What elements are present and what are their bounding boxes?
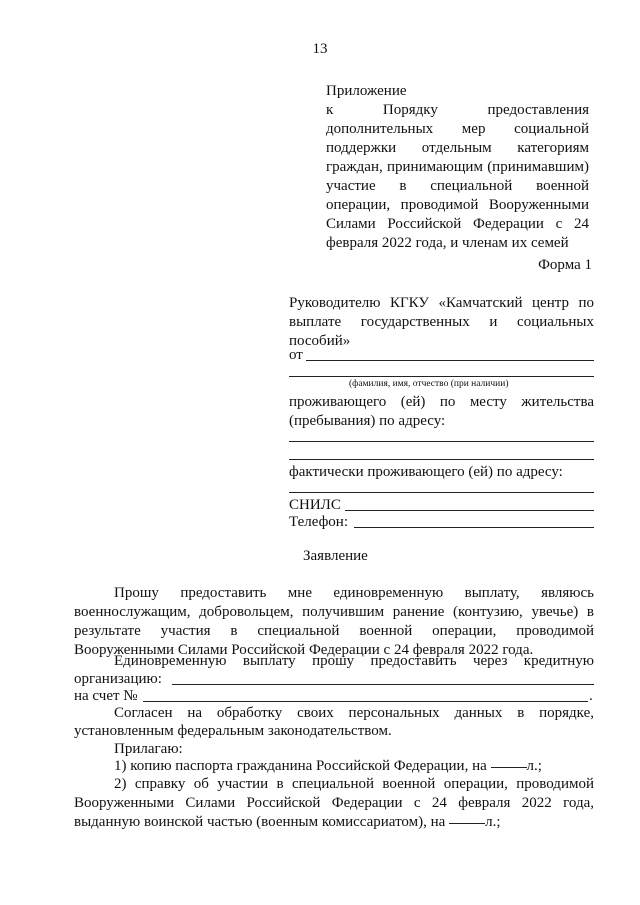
account-field-line[interactable] xyxy=(143,701,588,702)
actual-address-label: фактически проживающего (ей) по адресу: xyxy=(289,464,563,480)
paragraph-line: Прошу предоставить мне единовременную выплату, являюсь xyxy=(114,585,594,601)
paragraph-line: Согласен на обработку своих персональных данных в порядке, xyxy=(114,705,594,721)
page-number: 13 xyxy=(312,41,328,57)
paragraph-request xyxy=(74,584,594,660)
snils-field-line[interactable] xyxy=(345,510,594,511)
paragraph-line: Единовременную выплату прошу предоставить через кредитную xyxy=(114,653,594,669)
appendix-line: дополнительных мер социальной xyxy=(326,121,589,137)
account-label: на счет № xyxy=(74,688,138,704)
residence-address-line[interactable] xyxy=(289,441,594,442)
fio-field-line[interactable] xyxy=(289,376,594,377)
addressee-line: Руководителю КГКУ «Камчатский центр по xyxy=(289,295,594,311)
org-field-line[interactable] xyxy=(172,684,594,685)
appendix-line: граждан, принимающим (принимавшим) xyxy=(326,159,589,175)
appendix-line: Силами Российской Федерации с 24 xyxy=(326,216,589,232)
attach-label: Прилагаю: xyxy=(114,741,183,757)
appendix-line: февраля 2022 года, и членам их семей xyxy=(326,235,569,251)
residence-address-line[interactable] xyxy=(289,459,594,460)
addressee-block xyxy=(289,294,594,351)
attachment-end: л.; xyxy=(526,758,542,774)
paragraph-line: Вооруженными Силами Российской Федерации с 24 февраля 2022 года. xyxy=(74,642,534,658)
appendix-line: операции, проводимой Вооруженными xyxy=(326,197,589,213)
residence-line: (пребывания) по адресу: xyxy=(289,413,446,429)
phone-label: Телефон: xyxy=(289,514,348,530)
addressee-line: выплате государственных и социальных xyxy=(289,314,594,330)
fio-hint: (фамилия, имя, отчество (при наличии) xyxy=(349,379,509,389)
org-label: организацию: xyxy=(74,671,162,687)
appendix-line: к Порядку предоставления xyxy=(326,102,589,118)
paragraph-line: установленным федеральным законодательством. xyxy=(74,723,392,739)
pages-count-field[interactable] xyxy=(491,767,527,768)
addressee-line: пособий» xyxy=(289,333,351,349)
paragraph-line: Вооруженными Силами Российской Федерации с 24 февраля 2022 года, xyxy=(74,795,594,811)
statement-title: Заявление xyxy=(303,548,368,564)
from-field-line[interactable] xyxy=(306,360,594,361)
account-end: . xyxy=(589,688,593,704)
phone-field-line[interactable] xyxy=(354,527,594,528)
paragraph-line: 2) справку об участии в специальной военной операции, проводимой xyxy=(114,776,594,792)
from-label: от xyxy=(289,347,303,363)
appendix-line: поддержки отдельным категориям xyxy=(326,140,589,156)
attachment-text: 1) копию паспорта гражданина Российской Федерации, на xyxy=(114,758,487,774)
paragraph-line: результате участия в специальной военной операции, проводимой xyxy=(74,623,594,639)
attachment-item-2 xyxy=(74,775,594,832)
attachment-item-1 xyxy=(114,757,542,776)
residence-line: проживающего (ей) по месту жительства xyxy=(289,394,594,410)
attachment-end: л.; xyxy=(485,814,501,830)
appendix-block xyxy=(326,82,589,253)
attachment-text: выданную воинской частью (военным комиссариатом), на xyxy=(74,814,446,830)
actual-address-line[interactable] xyxy=(289,492,594,493)
form-label: Форма 1 xyxy=(538,257,592,273)
appendix-line: участие в специальной военной xyxy=(326,178,589,194)
paragraph-line: военнослужащим, добровольцем, получившим ранение (контузию, увечье) в xyxy=(74,604,594,620)
appendix-title: Приложение xyxy=(326,83,407,99)
pages-count-field[interactable] xyxy=(449,823,485,824)
paragraph-line xyxy=(74,813,594,832)
snils-label: СНИЛС xyxy=(289,497,341,513)
